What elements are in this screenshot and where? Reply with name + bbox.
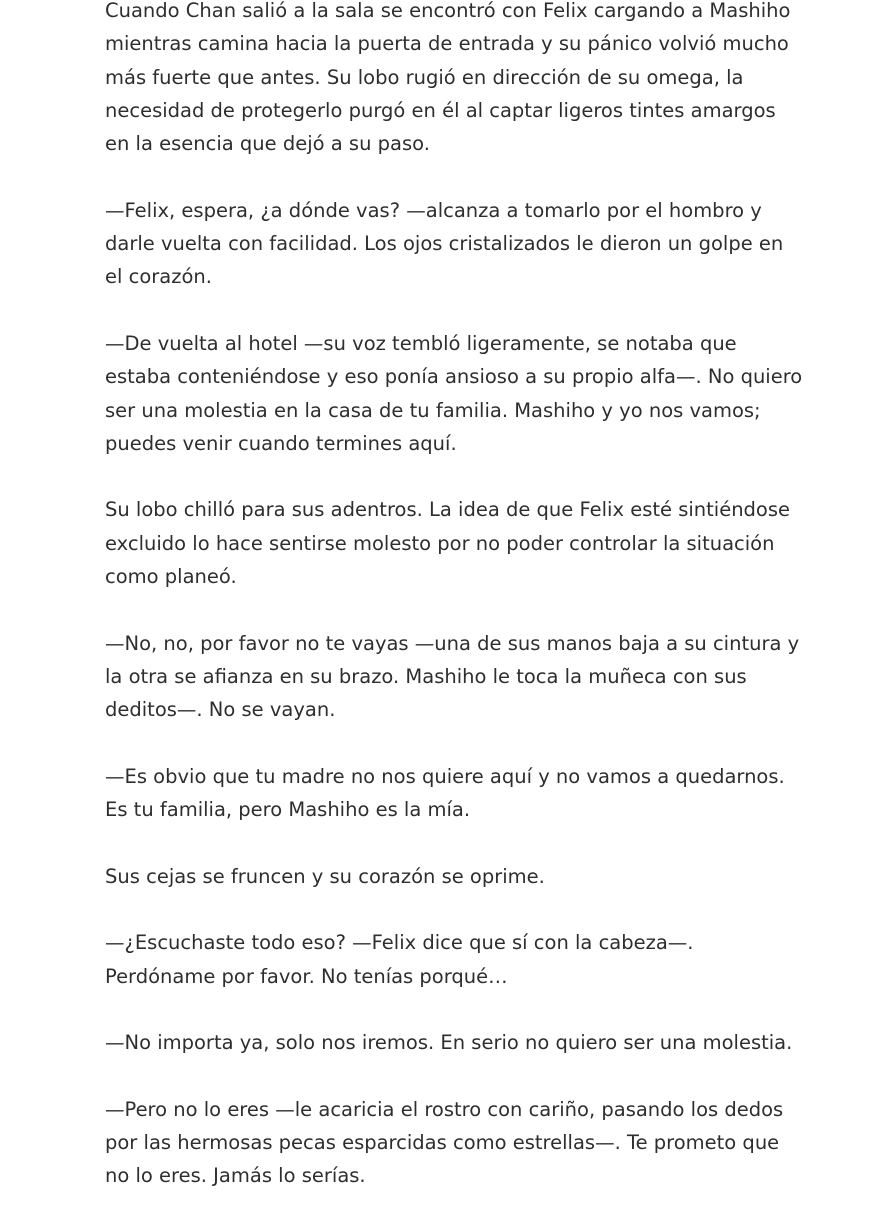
paragraph: —¿Escuchaste todo eso? —Felix dice que sí con la cabeza—. Perdóname por favor. No tenías porqué… <box>105 931 694 988</box>
paragraph: —Felix, espera, ¿a dónde vas? —alcanza a tomarlo por el hombro y darle vuelta con facilidad. Los ojos cristalizados le dieron un golpe en el corazón. <box>105 198 784 289</box>
paragraph: Su lobo chilló para sus adentros. La idea de que Felix esté sintiéndose excluido lo hace sentirse molesto por no poder controlar la situación como planeó. <box>105 498 791 589</box>
paragraph: —No, no, por favor no te vayas —una de sus manos baja a su cintura y la otra se afianza en su brazo. Mashiho le toca la muñeca con sus deditos—. No se vayan. <box>105 631 800 722</box>
paragraph: Cuando Chan salió a la sala se encontró con Felix cargando a Mashiho mientras camina hacia la puerta de entrada y su pánico volvió mucho más fuerte que antes. Su lobo rugió en dirección de su omega, la necesidad de protegerlo purgó en él al captar ligeros tintes amargos en la esencia que dejó a su paso. <box>105 0 791 156</box>
paragraph: —Pero no lo eres —le acaricia el rostro con cariño, pasando los dedos por las hermosas pecas esparcidas como estrellas—. Te prometo que no lo eres. Jamás lo serías. <box>105 1097 784 1188</box>
paragraph: —Es obvio que tu madre no nos quiere aquí y no vamos a quedarnos. Es tu familia, pero Mashiho es la mía. <box>105 764 785 822</box>
paragraph: —No importa ya, solo nos iremos. En serio no quiero ser una molestia. <box>105 1031 793 1055</box>
paragraph: Sus cejas se fruncen y su corazón se oprime. <box>105 864 545 888</box>
story-text <box>105 0 805 1226</box>
paragraph: —De vuelta al hotel —su voz tembló ligeramente, se notaba que estaba conteniéndose y eso ponía ansioso a su propio alfa—. No quiero ser una molestia en la casa de tu familia. Mashiho y yo nos vamos; puedes venir cuando termines aquí. <box>105 331 803 455</box>
